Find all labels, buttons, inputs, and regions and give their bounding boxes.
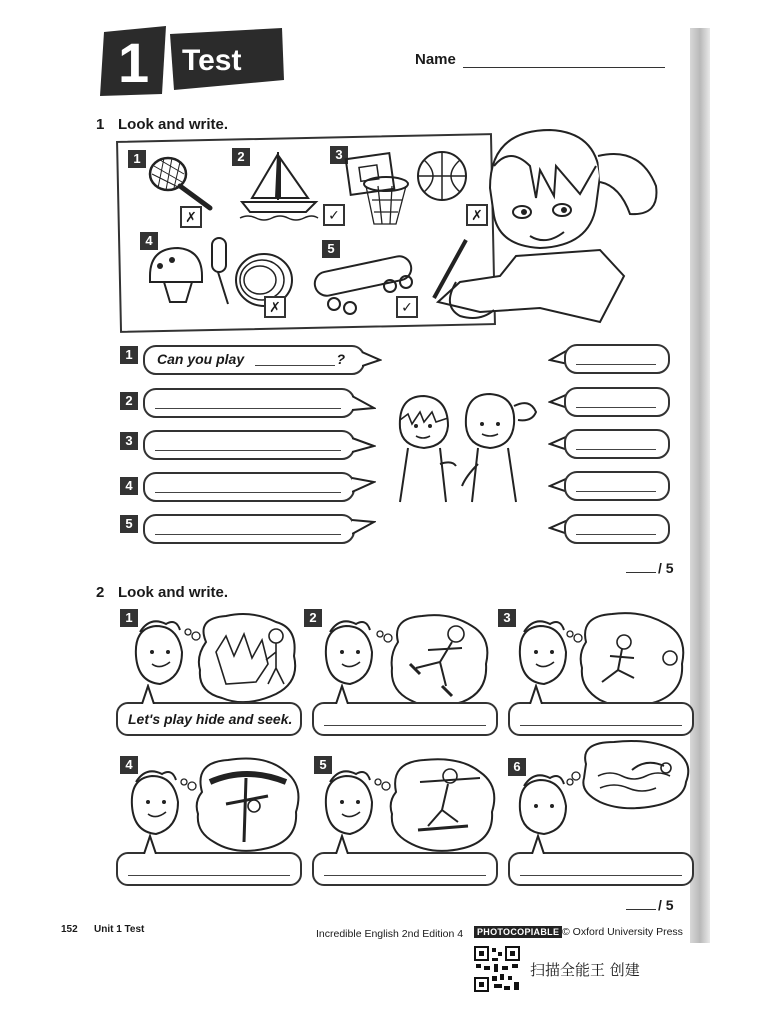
answer-bubble-4[interactable] [564,471,670,501]
tennis-racket-icon [144,152,216,214]
sailboat-mark-box: ✓ [323,204,345,226]
photocopiable-badge: PHOTOCOPIABLE [474,926,562,938]
question-bubble-3[interactable] [143,430,355,460]
item-number-3: 3 [498,609,516,627]
picture-number-2: 2 [232,148,250,166]
question-number-5: 5 [120,515,138,533]
item-number-2: 2 [304,609,322,627]
question-number-4: 4 [120,477,138,495]
answer-box-3-tail [526,684,546,704]
item-1-example: Let's play hide and seek. [128,711,293,727]
footer-publisher: © Oxford University Press [562,926,683,938]
picture-number-1: 1 [128,150,146,168]
answer-box-5[interactable] [312,852,498,886]
answer-box-1[interactable] [116,702,302,736]
item-number-5: 5 [314,756,332,774]
question-number-2: 2 [120,392,138,410]
swimming-scene-icon [514,736,694,836]
tennis-mark-box: ✗ [180,206,202,228]
question-bubble-3-tail [352,436,376,456]
skateboard-mark-box: ✓ [396,296,418,318]
scanner-watermark-text: 扫描全能王 创建 [530,961,640,979]
two-children-icon [390,390,540,506]
section2-score: / 5 [626,897,674,913]
section2-instruction: Look and write. [118,584,229,601]
section1-number: 1 [96,116,105,133]
picture-number-3: 3 [330,146,348,164]
question-number-1: 1 [120,346,138,364]
section1-score: / 5 [626,560,674,576]
name-input-line[interactable] [463,67,665,68]
item-number-1: 1 [120,609,138,627]
test-title: Test [182,44,242,77]
question-number-3: 3 [120,432,138,450]
unit-number: 1 [118,31,150,94]
answer-box-3[interactable] [508,702,694,736]
answer-box-2[interactable] [312,702,498,736]
basketball-hoop-icon [344,150,416,234]
question-bubble-1[interactable] [143,345,365,375]
question-bubble-1-tail [362,350,382,370]
answer-box-2-tail [332,684,352,704]
answer-box-6[interactable] [508,852,694,886]
answer-bubble-2[interactable] [564,387,670,417]
answer-bubble-5[interactable] [564,514,670,544]
section1-instruction: Look and write. [118,116,229,133]
unit-test-badge [100,24,286,98]
answer-box-4[interactable] [116,852,302,886]
answer-bubble-1[interactable] [564,344,670,374]
girl-drawing-icon [420,126,680,336]
answer-box-1-tail [138,684,158,704]
section2-title [96,584,228,601]
basketball-mark-box: ✗ [466,204,488,226]
answer-box-4-tail [140,834,160,854]
picture-number-4: 4 [140,232,158,250]
answer-box-5-tail [332,834,352,854]
question-bubble-4[interactable] [143,472,355,502]
question-bubble-5[interactable] [143,514,355,544]
picture-number-5: 5 [322,240,340,258]
question-bubble-2-tail [352,394,376,414]
page-number: 152 [61,924,78,935]
item-number-4: 4 [120,756,138,774]
sailboat-icon [238,148,320,222]
question-bubble-2[interactable] [143,388,355,418]
name-label: Name [415,51,456,68]
question-bubble-5-tail [352,518,376,538]
footer-unit-label: Unit 1 Test [94,924,145,935]
item-number-6: 6 [508,758,526,776]
answer-box-6-tail [528,834,548,854]
section1-title [96,116,228,133]
answer-bubble-3[interactable] [564,429,670,459]
footer-book-title: Incredible English 2nd Edition 4 [316,928,464,940]
helmet-icon [146,242,206,308]
question-1-example: Can you play [157,351,245,367]
qr-code-icon [474,946,520,992]
question-1-mark: ? [336,351,345,367]
rope-mark-box: ✗ [264,296,286,318]
section2-number: 2 [96,584,105,601]
question-bubble-4-tail [352,476,376,496]
